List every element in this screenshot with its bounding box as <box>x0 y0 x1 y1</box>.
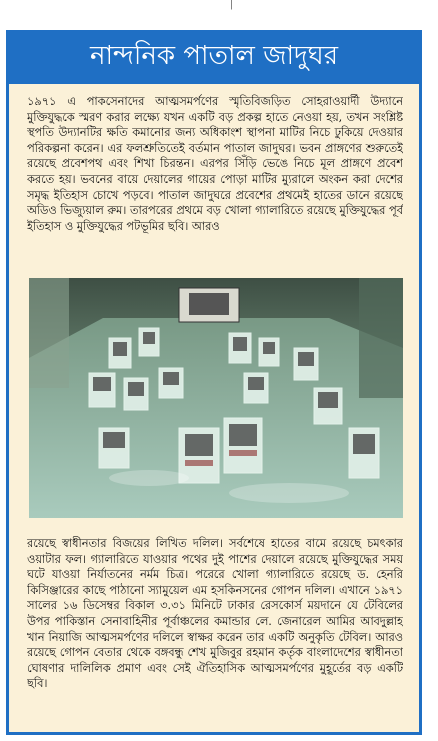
article-paragraph-1: ১৯৭১ এ পাকসেনাদের আত্মসমর্পণের স্মৃতিবিজড়িত সোহরাওয়ার্দী উদ্যানে মুক্তিযুদ্ধকে স্মরণ করার লক্ষ্যে যখন একটি বড় প্রকল্প হাতে নেওয়া হয়, তখন সংশ্লিষ্ট স্থপতি উদ্যানটির ক্ষতি কমানোর জন্য অধিকাংশ স্থাপনা মাটির নিচে ঢুকিয়ে দেওয়ার পরিকল্পনা করেন। এর ফলশ্রুতিতেই বর্তমান পাতাল জাদুঘর। ভবন প্রাঙ্গণের শুরুতেই রয়েছে প্রবেশপথ এবং শিখা চিরন্তন। এরপর সিঁড়ি ভেঙে নিচে মূল প্রাঙ্গণে প্রবেশ করতে হয়। ভবনের বায়ে দেয়ালের গায়ের পোড়া মাটির ম্যুরালে অংকন করা দেশের সমৃদ্ধ ইতিহাস চোখে পড়বে। পাতাল জাদুঘরে প্রবেশের প্রথমেই হাতের ডানে রয়েছে অডিও ভিজ্যুয়াল রুম। তারপরের প্রথমে বড় খোলা গ্যালারিতে রয়েছে মুক্তিযুদ্ধের পূর্ব ইতিহাস ও মুক্তিযুদ্ধের পটভূমির ছবি। আরও <box>27 95 403 233</box>
article-card <box>6 30 422 735</box>
article-title: নান্দনিক পাতাল জাদুঘর <box>89 41 339 71</box>
gallery-photo-illustration <box>29 278 403 518</box>
museum-gallery-photo <box>29 278 403 518</box>
top-strip-mark: | <box>230 0 234 10</box>
article-title-bar <box>6 30 422 84</box>
page-top-strip <box>0 0 438 12</box>
article-paragraph-2: রয়েছে স্বাধীনতার বিজয়ের লিখিত দলিল। সর্বশেষে হাতের বামে রয়েছে চমৎকার ওয়াটার ফল। গ্যালারিতে যাওয়ার পথের দুই পাশের দেয়ালে রয়েছে মুক্তিযুদ্ধের সময় ঘটে যাওয়া নির্যাতনের নর্মম চিত্র। পরেরে খোলা গ্যালারিতে রয়েছে ড. হেনরি কিসিঞ্জারের কাছে পাঠানো স্যামুয়েল এম হসকিনসনের গোপন দলিল। এখানে ১৯৭১ সালের ১৬ ডিসেম্বর বিকাল ৩.৩১ মিনিটে ঢাকার রেসকোর্স ময়দানে যে টেবিলের উপর পাকিস্তান সেনাবাহিনীর পূর্বাঞ্চলের কমান্ডার লে. জেনারেল আমির আবদুল্লাহ খান নিয়াজি আত্মসমর্পণের দলিলে স্বাক্ষর করেন তার একটি অনুকৃতি টেবিল। আরও রয়েছে গোপন বেতার থেকে বঙ্গবন্ধু শেখ মুজিবুর রহমান কর্তৃক বাংলাদেশের স্বাধীনতা ঘোষণার দালিলিক প্রমাণ এবং সেই ঐতিহাসিক আত্মসমর্পণের মুহূর্তের বড় একটি ছবি। <box>27 537 403 691</box>
